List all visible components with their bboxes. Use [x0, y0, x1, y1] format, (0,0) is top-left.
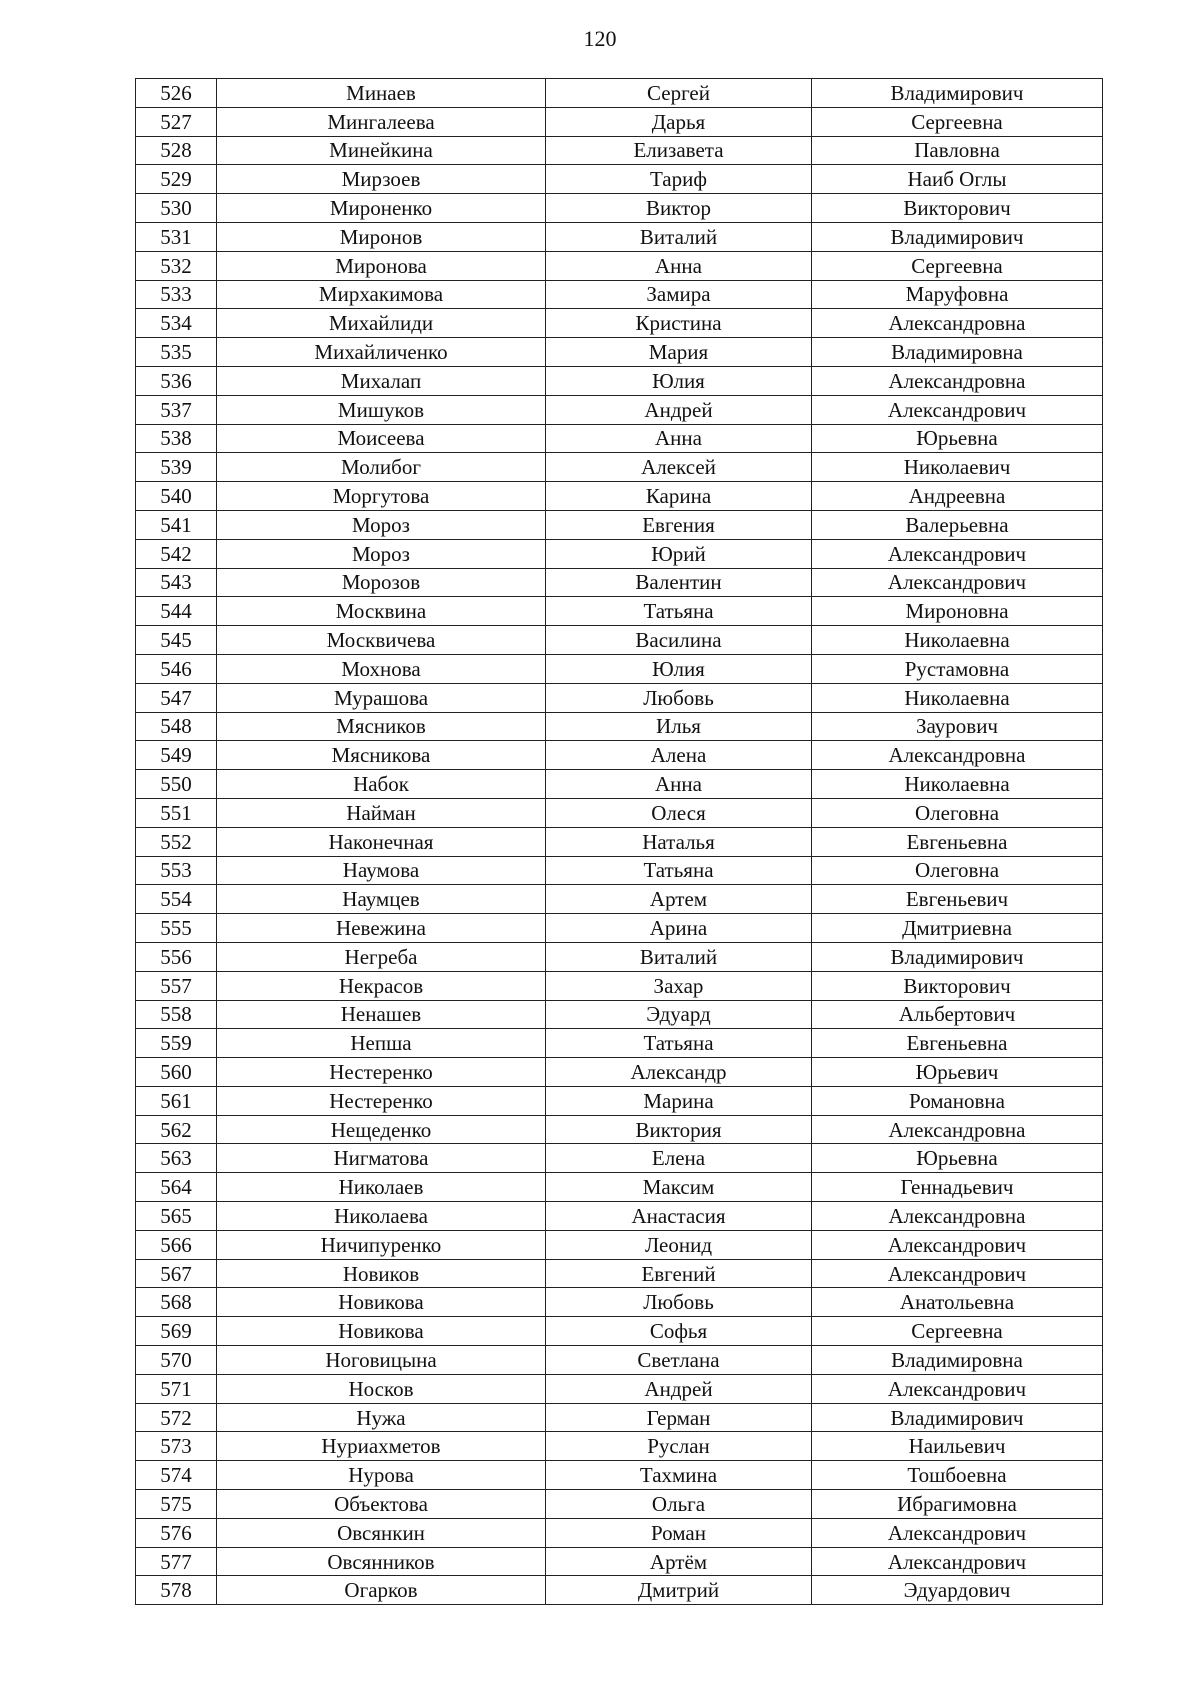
first-name-cell: Виталий: [546, 942, 812, 971]
row-number-cell: 544: [136, 597, 217, 626]
first-name-cell: Виктория: [546, 1115, 812, 1144]
first-name-cell: Наталья: [546, 827, 812, 856]
last-name-cell: Наконечная: [217, 827, 546, 856]
table-row: [136, 741, 1103, 770]
table-row: [136, 856, 1103, 885]
table-row: [136, 1000, 1103, 1029]
row-number-cell: 560: [136, 1058, 217, 1087]
last-name-cell: Нестеренко: [217, 1058, 546, 1087]
first-name-cell: Олеся: [546, 798, 812, 827]
last-name-cell: Мороз: [217, 539, 546, 568]
last-name-cell: Набок: [217, 770, 546, 799]
table-row: [136, 79, 1103, 108]
last-name-cell: Наумова: [217, 856, 546, 885]
table-row: [136, 626, 1103, 655]
patronymic-cell: Сергеевна: [812, 251, 1103, 280]
table-row: [136, 453, 1103, 482]
table-row: [136, 539, 1103, 568]
table-row: [136, 1202, 1103, 1231]
row-number-cell: 569: [136, 1317, 217, 1346]
first-name-cell: Анастасия: [546, 1202, 812, 1231]
first-name-cell: Анна: [546, 770, 812, 799]
first-name-cell: Евгения: [546, 510, 812, 539]
last-name-cell: Миронова: [217, 251, 546, 280]
row-number-cell: 555: [136, 914, 217, 943]
row-number-cell: 563: [136, 1144, 217, 1173]
row-number-cell: 558: [136, 1000, 217, 1029]
last-name-cell: Новиков: [217, 1259, 546, 1288]
row-number-cell: 562: [136, 1115, 217, 1144]
first-name-cell: Татьяна: [546, 597, 812, 626]
patronymic-cell: Александровна: [812, 309, 1103, 338]
last-name-cell: Мингалеева: [217, 107, 546, 136]
table-row: [136, 1518, 1103, 1547]
first-name-cell: Артём: [546, 1547, 812, 1576]
table-row: [136, 251, 1103, 280]
row-number-cell: 534: [136, 309, 217, 338]
last-name-cell: Нестеренко: [217, 1086, 546, 1115]
patronymic-cell: Николаевна: [812, 626, 1103, 655]
patronymic-cell: Юрьевна: [812, 1144, 1103, 1173]
last-name-cell: Мишуков: [217, 395, 546, 424]
first-name-cell: Сергей: [546, 79, 812, 108]
row-number-cell: 578: [136, 1576, 217, 1605]
patronymic-cell: Евгеньевич: [812, 885, 1103, 914]
row-number-cell: 572: [136, 1403, 217, 1432]
first-name-cell: Юлия: [546, 654, 812, 683]
row-number-cell: 577: [136, 1547, 217, 1576]
table-row: [136, 1547, 1103, 1576]
table-row: [136, 1259, 1103, 1288]
row-number-cell: 556: [136, 942, 217, 971]
patronymic-cell: Владимировна: [812, 338, 1103, 367]
last-name-cell: Михайличенко: [217, 338, 546, 367]
row-number-cell: 535: [136, 338, 217, 367]
last-name-cell: Москвичева: [217, 626, 546, 655]
patronymic-cell: Сергеевна: [812, 107, 1103, 136]
first-name-cell: Софья: [546, 1317, 812, 1346]
patronymic-cell: Викторович: [812, 971, 1103, 1000]
row-number-cell: 547: [136, 683, 217, 712]
row-number-cell: 530: [136, 194, 217, 223]
patronymic-cell: Наиб Оглы: [812, 165, 1103, 194]
last-name-cell: Молибог: [217, 453, 546, 482]
patronymic-cell: Геннадьевич: [812, 1173, 1103, 1202]
patronymic-cell: Сергеевна: [812, 1317, 1103, 1346]
table-row: [136, 1576, 1103, 1605]
table-row: [136, 1317, 1103, 1346]
last-name-cell: Михалап: [217, 366, 546, 395]
last-name-cell: Мирхакимова: [217, 280, 546, 309]
table-row: [136, 597, 1103, 626]
last-name-cell: Мохнова: [217, 654, 546, 683]
table-row: [136, 1144, 1103, 1173]
row-number-cell: 565: [136, 1202, 217, 1231]
table-row: [136, 770, 1103, 799]
row-number-cell: 546: [136, 654, 217, 683]
last-name-cell: Москвина: [217, 597, 546, 626]
first-name-cell: Руслан: [546, 1432, 812, 1461]
first-name-cell: Мария: [546, 338, 812, 367]
patronymic-cell: Владимирович: [812, 1403, 1103, 1432]
first-name-cell: Ольга: [546, 1490, 812, 1519]
last-name-cell: Нужа: [217, 1403, 546, 1432]
first-name-cell: Герман: [546, 1403, 812, 1432]
roster-table-body: [136, 79, 1103, 1605]
row-number-cell: 549: [136, 741, 217, 770]
row-number-cell: 538: [136, 424, 217, 453]
roster-table: [135, 78, 1103, 1605]
first-name-cell: Арина: [546, 914, 812, 943]
row-number-cell: 533: [136, 280, 217, 309]
patronymic-cell: Александрович: [812, 395, 1103, 424]
row-number-cell: 528: [136, 136, 217, 165]
patronymic-cell: Александровна: [812, 741, 1103, 770]
row-number-cell: 573: [136, 1432, 217, 1461]
last-name-cell: Моргутова: [217, 482, 546, 511]
last-name-cell: Овсянников: [217, 1547, 546, 1576]
first-name-cell: Татьяна: [546, 856, 812, 885]
last-name-cell: Носков: [217, 1374, 546, 1403]
row-number-cell: 542: [136, 539, 217, 568]
first-name-cell: Виталий: [546, 222, 812, 251]
patronymic-cell: Александровна: [812, 1115, 1103, 1144]
patronymic-cell: Юрьевна: [812, 424, 1103, 453]
row-number-cell: 551: [136, 798, 217, 827]
first-name-cell: Юрий: [546, 539, 812, 568]
last-name-cell: Наумцев: [217, 885, 546, 914]
patronymic-cell: Владимирович: [812, 79, 1103, 108]
first-name-cell: Эдуард: [546, 1000, 812, 1029]
patronymic-cell: Эдуардович: [812, 1576, 1103, 1605]
patronymic-cell: Валерьевна: [812, 510, 1103, 539]
table-row: [136, 309, 1103, 338]
patronymic-cell: Евгеньевна: [812, 827, 1103, 856]
patronymic-cell: Ибрагимовна: [812, 1490, 1103, 1519]
first-name-cell: Леонид: [546, 1230, 812, 1259]
row-number-cell: 550: [136, 770, 217, 799]
patronymic-cell: Дмитриевна: [812, 914, 1103, 943]
row-number-cell: 552: [136, 827, 217, 856]
last-name-cell: Некрасов: [217, 971, 546, 1000]
table-row: [136, 482, 1103, 511]
table-row: [136, 971, 1103, 1000]
first-name-cell: Любовь: [546, 683, 812, 712]
patronymic-cell: Николаевна: [812, 683, 1103, 712]
first-name-cell: Замира: [546, 280, 812, 309]
first-name-cell: Андрей: [546, 395, 812, 424]
last-name-cell: Нещеденко: [217, 1115, 546, 1144]
patronymic-cell: Александрович: [812, 1547, 1103, 1576]
patronymic-cell: Александрович: [812, 1518, 1103, 1547]
table-row: [136, 165, 1103, 194]
row-number-cell: 540: [136, 482, 217, 511]
row-number-cell: 526: [136, 79, 217, 108]
table-row: [136, 424, 1103, 453]
last-name-cell: Овсянкин: [217, 1518, 546, 1547]
last-name-cell: Моисеева: [217, 424, 546, 453]
last-name-cell: Мироненко: [217, 194, 546, 223]
last-name-cell: Минаев: [217, 79, 546, 108]
first-name-cell: Алексей: [546, 453, 812, 482]
last-name-cell: Найман: [217, 798, 546, 827]
last-name-cell: Ничипуренко: [217, 1230, 546, 1259]
table-row: [136, 1374, 1103, 1403]
table-row: [136, 1173, 1103, 1202]
first-name-cell: Светлана: [546, 1346, 812, 1375]
first-name-cell: Любовь: [546, 1288, 812, 1317]
table-row: [136, 712, 1103, 741]
last-name-cell: Нурова: [217, 1461, 546, 1490]
row-number-cell: 539: [136, 453, 217, 482]
patronymic-cell: Александровна: [812, 366, 1103, 395]
row-number-cell: 548: [136, 712, 217, 741]
table-row: [136, 683, 1103, 712]
table-row: [136, 1461, 1103, 1490]
patronymic-cell: Евгеньевна: [812, 1029, 1103, 1058]
table-row: [136, 1058, 1103, 1087]
row-number-cell: 543: [136, 568, 217, 597]
patronymic-cell: Александрович: [812, 539, 1103, 568]
first-name-cell: Роман: [546, 1518, 812, 1547]
table-row: [136, 827, 1103, 856]
patronymic-cell: Анатольевна: [812, 1288, 1103, 1317]
table-row: [136, 1115, 1103, 1144]
last-name-cell: Нуриахметов: [217, 1432, 546, 1461]
patronymic-cell: Владимировна: [812, 1346, 1103, 1375]
patronymic-cell: Викторович: [812, 194, 1103, 223]
row-number-cell: 527: [136, 107, 217, 136]
last-name-cell: Николаев: [217, 1173, 546, 1202]
patronymic-cell: Николаевич: [812, 453, 1103, 482]
patronymic-cell: Романовна: [812, 1086, 1103, 1115]
patronymic-cell: Александрович: [812, 1259, 1103, 1288]
last-name-cell: Мурашова: [217, 683, 546, 712]
first-name-cell: Захар: [546, 971, 812, 1000]
table-row: [136, 798, 1103, 827]
last-name-cell: Мясников: [217, 712, 546, 741]
patronymic-cell: Владимирович: [812, 942, 1103, 971]
patronymic-cell: Николаевна: [812, 770, 1103, 799]
last-name-cell: Ноговицына: [217, 1346, 546, 1375]
first-name-cell: Юлия: [546, 366, 812, 395]
table-row: [136, 194, 1103, 223]
table-row: [136, 1086, 1103, 1115]
first-name-cell: Дарья: [546, 107, 812, 136]
table-row: [136, 136, 1103, 165]
first-name-cell: Марина: [546, 1086, 812, 1115]
patronymic-cell: Маруфовна: [812, 280, 1103, 309]
patronymic-cell: Тошбоевна: [812, 1461, 1103, 1490]
first-name-cell: Дмитрий: [546, 1576, 812, 1605]
row-number-cell: 553: [136, 856, 217, 885]
table-row: [136, 654, 1103, 683]
row-number-cell: 561: [136, 1086, 217, 1115]
table-row: [136, 222, 1103, 251]
table-row: [136, 1029, 1103, 1058]
last-name-cell: Минейкина: [217, 136, 546, 165]
row-number-cell: 559: [136, 1029, 217, 1058]
last-name-cell: Невежина: [217, 914, 546, 943]
last-name-cell: Миронов: [217, 222, 546, 251]
first-name-cell: Андрей: [546, 1374, 812, 1403]
first-name-cell: Тариф: [546, 165, 812, 194]
first-name-cell: Александр: [546, 1058, 812, 1087]
row-number-cell: 532: [136, 251, 217, 280]
row-number-cell: 554: [136, 885, 217, 914]
patronymic-cell: Александрович: [812, 568, 1103, 597]
last-name-cell: Мирзоев: [217, 165, 546, 194]
row-number-cell: 537: [136, 395, 217, 424]
row-number-cell: 576: [136, 1518, 217, 1547]
row-number-cell: 541: [136, 510, 217, 539]
first-name-cell: Василина: [546, 626, 812, 655]
first-name-cell: Карина: [546, 482, 812, 511]
patronymic-cell: Владимирович: [812, 222, 1103, 251]
row-number-cell: 574: [136, 1461, 217, 1490]
first-name-cell: Алена: [546, 741, 812, 770]
last-name-cell: Негреба: [217, 942, 546, 971]
first-name-cell: Елена: [546, 1144, 812, 1173]
table-row: [136, 1288, 1103, 1317]
last-name-cell: Огарков: [217, 1576, 546, 1605]
table-row: [136, 1230, 1103, 1259]
table-row: [136, 1403, 1103, 1432]
table-row: [136, 510, 1103, 539]
first-name-cell: Илья: [546, 712, 812, 741]
row-number-cell: 567: [136, 1259, 217, 1288]
table-row: [136, 107, 1103, 136]
row-number-cell: 570: [136, 1346, 217, 1375]
table-row: [136, 942, 1103, 971]
row-number-cell: 568: [136, 1288, 217, 1317]
first-name-cell: Виктор: [546, 194, 812, 223]
row-number-cell: 531: [136, 222, 217, 251]
table-row: [136, 885, 1103, 914]
patronymic-cell: Александрович: [812, 1230, 1103, 1259]
patronymic-cell: Мироновна: [812, 597, 1103, 626]
last-name-cell: Новикова: [217, 1288, 546, 1317]
row-number-cell: 566: [136, 1230, 217, 1259]
table-row: [136, 366, 1103, 395]
last-name-cell: Новикова: [217, 1317, 546, 1346]
table-row: [136, 914, 1103, 943]
patronymic-cell: Юрьевич: [812, 1058, 1103, 1087]
patronymic-cell: Олеговна: [812, 856, 1103, 885]
patronymic-cell: Олеговна: [812, 798, 1103, 827]
last-name-cell: Объектова: [217, 1490, 546, 1519]
first-name-cell: Максим: [546, 1173, 812, 1202]
patronymic-cell: Андреевна: [812, 482, 1103, 511]
first-name-cell: Тахмина: [546, 1461, 812, 1490]
table-row: [136, 338, 1103, 367]
first-name-cell: Евгений: [546, 1259, 812, 1288]
patronymic-cell: Павловна: [812, 136, 1103, 165]
patronymic-cell: Заурович: [812, 712, 1103, 741]
table-row: [136, 1432, 1103, 1461]
last-name-cell: Михайлиди: [217, 309, 546, 338]
row-number-cell: 575: [136, 1490, 217, 1519]
patronymic-cell: Рустамовна: [812, 654, 1103, 683]
last-name-cell: Непша: [217, 1029, 546, 1058]
last-name-cell: Нигматова: [217, 1144, 546, 1173]
row-number-cell: 564: [136, 1173, 217, 1202]
row-number-cell: 571: [136, 1374, 217, 1403]
patronymic-cell: Александровна: [812, 1202, 1103, 1231]
row-number-cell: 536: [136, 366, 217, 395]
row-number-cell: 545: [136, 626, 217, 655]
table-row: [136, 1490, 1103, 1519]
first-name-cell: Татьяна: [546, 1029, 812, 1058]
patronymic-cell: Александрович: [812, 1374, 1103, 1403]
patronymic-cell: Наильевич: [812, 1432, 1103, 1461]
row-number-cell: 557: [136, 971, 217, 1000]
first-name-cell: Кристина: [546, 309, 812, 338]
first-name-cell: Анна: [546, 424, 812, 453]
table-row: [136, 280, 1103, 309]
first-name-cell: Валентин: [546, 568, 812, 597]
row-number-cell: 529: [136, 165, 217, 194]
last-name-cell: Николаева: [217, 1202, 546, 1231]
table-row: [136, 568, 1103, 597]
last-name-cell: Мясникова: [217, 741, 546, 770]
last-name-cell: Ненашев: [217, 1000, 546, 1029]
first-name-cell: Артем: [546, 885, 812, 914]
table-row: [136, 1346, 1103, 1375]
patronymic-cell: Альбертович: [812, 1000, 1103, 1029]
table-row: [136, 395, 1103, 424]
last-name-cell: Морозов: [217, 568, 546, 597]
first-name-cell: Елизавета: [546, 136, 812, 165]
first-name-cell: Анна: [546, 251, 812, 280]
page-number: 120: [583, 26, 617, 51]
last-name-cell: Мороз: [217, 510, 546, 539]
